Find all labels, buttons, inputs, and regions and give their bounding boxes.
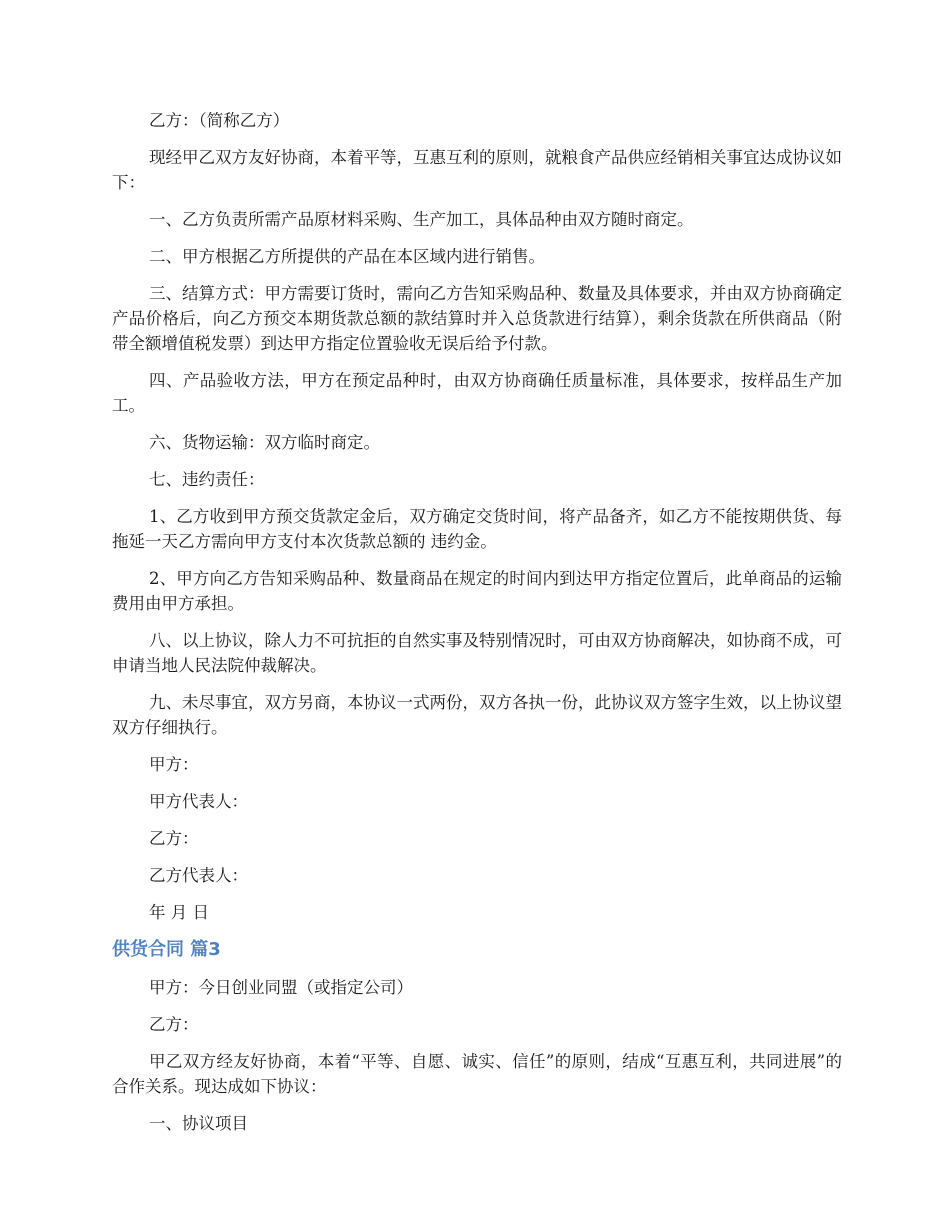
clause-6-transport: 六、货物运输：双方临时商定。	[149, 433, 380, 452]
preamble-paragraph: 现经甲乙双方友好协商，本着平等，互惠互利的原则，就粮食产品供应经销相关事宜达成协议如下：	[112, 148, 842, 192]
clause-2: 二、甲方根据乙方所提供的产品在本区域内进行销售。	[149, 247, 545, 266]
party-b-line: 乙方：（简称乙方）	[149, 111, 290, 130]
section-heading: 供货合同 篇3	[112, 939, 221, 960]
signature-party-a: 甲方：	[149, 755, 199, 774]
clause-7-item-1: 1、乙方收到甲方预交货款定金后，双方确定交货时间，将产品备齐，如乙方不能按期供货、每拖延一天乙方需向甲方支付本次货款总额的 违约金。	[112, 507, 842, 551]
clause-8-disputes: 八、以上协议，除人力不可抗拒的自然实事及特别情况时，可由双方协商解决，如协商不成，可申请当地人民法院仲裁解决。	[112, 631, 842, 675]
signature-date: 年 月 日	[149, 903, 209, 922]
section2-preamble: 甲乙双方经友好协商，本着“平等、自愿、诚实、信任”的原则，结成“互惠互利，共同进展”的合作关系。现达成如下协议：	[112, 1052, 842, 1096]
clause-4-acceptance: 四、产品验收方法，甲方在预定品种时，由双方协商确任质量标准，具体要求，按样品生产加工。	[112, 371, 842, 415]
section2-item-1: 一、协议项目	[149, 1114, 248, 1133]
signature-party-a-rep: 甲方代表人：	[149, 792, 248, 811]
clause-1: 一、乙方负责所需产品原材料采购、生产加工，具体品种由双方随时商定。	[149, 210, 694, 229]
clause-7-item-2: 2、甲方向乙方告知采购品种、数量商品在规定的时间内到达甲方指定位置后，此单商品的运输费用由甲方承担。	[112, 569, 842, 613]
document-page	[112, 108, 842, 1148]
section2-party-a: 甲方：今日创业同盟（或指定公司）	[149, 978, 413, 997]
clause-3-settlement: 三、结算方式：甲方需要订货时，需向乙方告知采购品种、数量及具体要求，并由双方协商确定产品价格后，向乙方预交本期货款总额的款结算时并入总货款进行结算），剩余货款在所供商品（附带全额增值税发票）到达甲方指定位置验收无误后给予付款。	[112, 284, 842, 353]
signature-party-b: 乙方：	[149, 829, 199, 848]
clause-9-misc: 九、未尽事宜，双方另商，本协议一式两份，双方各执一份，此协议双方签字生效，以上协议望双方仔细执行。	[112, 693, 842, 737]
clause-7-liability: 七、违约责任：	[149, 470, 265, 489]
signature-party-b-rep: 乙方代表人：	[149, 866, 248, 885]
section2-party-b: 乙方：	[149, 1015, 199, 1034]
